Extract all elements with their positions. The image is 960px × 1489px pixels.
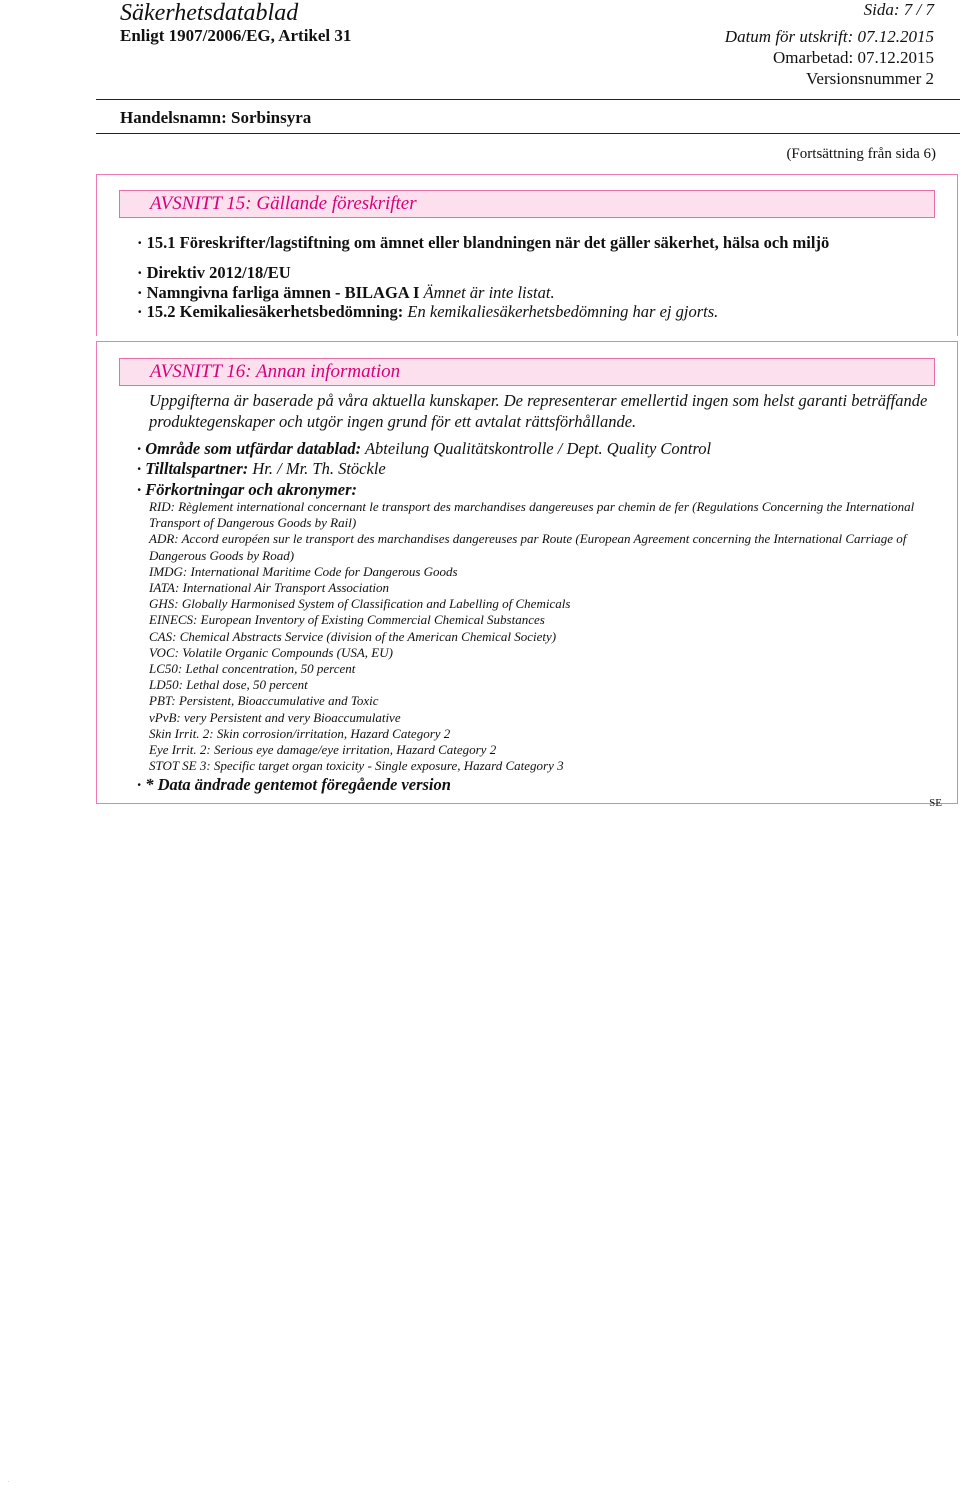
list-item: vPvB: very Persistent and very Bioaccumulative [149,709,401,725]
list-item: RID: Règlement international concernant le transport des marchandises dangereuses par chemin de fer (Regulations Concerning the International Transport of Dangerous Goods by Rail) [149,499,915,531]
language-code: SE [929,797,942,809]
document-subtitle: Enligt 1907/2006/EG, Artikel 31 [120,26,352,45]
named-substances-label: · Namngivna farliga ämnen - BILAGA I [137,283,420,302]
list-item: Eye Irrit. 2: Serious eye damage/eye irritation, Hazard Category 2 [149,742,497,758]
issuer-value: Abteilung Qualitätskontrolle / Dept. Quality Control [361,439,712,458]
list-item: ADR: Accord européen sur le transport des marchandises dangereuses par Route (European Agreement concerning the International Carriage of Dangerous Goods by Road) [149,531,907,563]
section-16-heading: AVSNITT 16: Annan information [119,358,935,386]
section-15-heading: AVSNITT 15: Gällande föreskrifter [119,190,935,218]
list-item: PBT: Persistent, Bioaccumulative and Toxic [149,693,379,709]
directive-line: · Direktiv 2012/18/EU [137,263,291,282]
document-title: Säkerhetsdatablad [120,0,299,26]
list-item: GHS: Globally Harmonised System of Classification and Labelling of Chemicals [149,596,571,612]
contact-label: · Tilltalspartner: [137,459,249,478]
section-15-1-heading: · 15.1 Föreskrifter/lagstiftning om ämnet eller blandningen när det gäller säkerhet, hälsa och miljö [137,233,830,252]
issuer-line [137,439,711,459]
abbreviations-list [149,499,939,774]
named-substances-value: Ämnet är inte listat. [419,283,555,302]
header-divider [96,99,960,100]
list-item: IATA: International Air Transport Association [149,580,390,596]
trade-name-divider [96,133,960,134]
trade-name: Handelsnamn: Sorbinsyra [120,108,312,127]
continued-note: (Fortsättning från sida 6) [786,146,936,162]
list-item: EINECS: European Inventory of Existing Commercial Chemical Substances [149,612,545,628]
disclaimer-text: Uppgifterna är baserade på våra aktuella kunskaper. De representerar emellertid ingen som helst garanti beträffande produktegenskaper och utgör ingen grund för ett avtalat rättsförhållande. [149,391,928,431]
list-item: IMDG: International Maritime Code for Dangerous Goods [149,563,458,579]
list-item: CAS: Chemical Abstracts Service (division of the American Chemical Society) [149,628,557,644]
corner-mark: . [8,1478,10,1484]
list-item: LD50: Lethal dose, 50 percent [149,677,308,693]
list-item: VOC: Volatile Organic Compounds (USA, EU) [149,644,393,660]
section-15 [96,174,958,336]
section-16 [96,341,958,804]
chemical-safety-assessment-label: · 15.2 Kemikaliesäkerhetsbedömning: [137,302,404,321]
changed-data-note: · * Data ändrade gentemot föregående version [137,775,451,794]
list-item: LC50: Lethal concentration, 50 percent [149,661,356,677]
named-substances-line [137,283,555,303]
contact-line [137,459,386,479]
page-number: Sida: 7 / 7 [863,0,934,19]
revised-date: Omarbetad: 07.12.2015 [773,48,934,67]
list-item: STOT SE 3: Specific target organ toxicity - Single exposure, Hazard Category 3 [149,758,564,774]
contact-value: Hr. / Mr. Th. Stöckle [248,459,386,478]
chemical-safety-assessment-line [137,302,718,322]
chemical-safety-assessment-value: En kemikaliesäkerhetsbedömning har ej gjorts. [403,302,719,321]
list-item: Skin Irrit. 2: Skin corrosion/irritation, Hazard Category 2 [149,725,451,741]
abbreviations-heading: · Förkortningar och akronymer: [137,480,358,499]
version-number: Versionsnummer 2 [806,69,934,88]
issuer-label: · Område som utfärdar datablad: [137,439,362,458]
print-date: Datum för utskrift: 07.12.2015 [724,27,934,46]
